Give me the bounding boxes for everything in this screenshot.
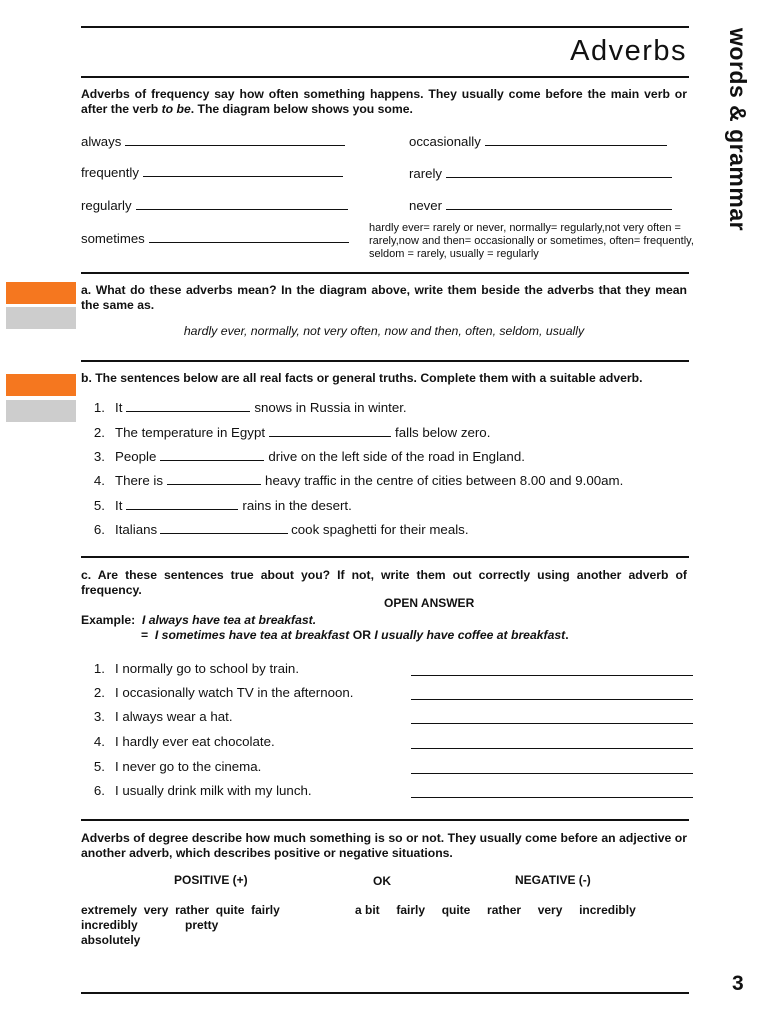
bottom-rule (81, 992, 689, 994)
answer-blank[interactable] (125, 144, 345, 146)
positive-row-1: extremely very rather quite fairly (81, 903, 280, 917)
answer-line-6[interactable] (411, 797, 693, 798)
sentence-number: 4. (93, 473, 105, 488)
sentence-c-4 (81, 734, 275, 749)
answer-line-4[interactable] (411, 748, 693, 749)
adverb-sometimes (81, 231, 349, 246)
sentence-before: People (115, 449, 157, 464)
example-line (81, 613, 316, 627)
sentence-number: 1. (93, 661, 105, 676)
adverb-label: frequently (81, 165, 139, 180)
adverb-label: never (409, 198, 442, 213)
adverb-label: rarely (409, 166, 442, 181)
sentence-number: 1. (93, 400, 105, 415)
adverb-regularly (81, 198, 348, 213)
answer-blank[interactable] (269, 435, 391, 437)
answer-line-1[interactable] (411, 675, 693, 676)
sentence-after: heavy traffic in the centre of cities between 8.00 and 9.00am. (265, 473, 624, 488)
sentence-b-1 (81, 400, 407, 415)
section-b-grey-tab (6, 400, 76, 422)
answer-blank[interactable] (126, 410, 250, 412)
adverb-occasionally (409, 134, 667, 149)
negative-header: NEGATIVE (-) (515, 873, 591, 887)
answer-blank[interactable] (136, 208, 348, 210)
example-label: Example: (81, 613, 136, 627)
answer-blank[interactable] (160, 459, 264, 461)
alternative-b: I usually have coffee at breakfast (374, 628, 566, 642)
sentence-after: cook spaghetti for their meals. (291, 522, 469, 537)
sentence-after: falls below zero. (395, 425, 491, 440)
side-section-label: words & grammar (725, 28, 751, 232)
page-title: Adverbs (570, 35, 687, 67)
sentence-number: 6. (93, 522, 105, 537)
section-a-grey-tab (6, 307, 76, 329)
positive-row-2a: incredibly (81, 918, 138, 932)
sentence-after: drive on the left side of the road in England. (268, 449, 525, 464)
sentence-number: 4. (93, 734, 105, 749)
section-c-rule (81, 556, 689, 558)
sentence-c-2 (81, 685, 354, 700)
degree-rule (81, 819, 689, 821)
section-a-rule (81, 272, 689, 274)
equals-sign: = (141, 628, 149, 642)
section-c-instruction: c. Are these sentences true about you? If not, write them out correctly using another adverb of frequency. (81, 568, 687, 597)
adverb-label: sometimes (81, 231, 145, 246)
ok-header: OK (373, 874, 391, 888)
sentence-number: 6. (93, 783, 105, 798)
title-rule (81, 76, 689, 78)
section-b-instruction: b. The sentences below are all real facts or general truths. Complete them with a suitable adverb. (81, 371, 643, 385)
sentence-after: snows in Russia in winter. (254, 400, 407, 415)
sentence-text: I always wear a hat. (115, 709, 233, 724)
positive-row-2b: pretty (185, 918, 219, 932)
sentence-number: 3. (93, 709, 105, 724)
answer-blank[interactable] (446, 208, 672, 210)
sentence-number: 2. (93, 425, 105, 440)
period: . (565, 628, 569, 642)
sentence-c-6 (81, 783, 312, 798)
sentence-text: I never go to the cinema. (115, 759, 262, 774)
sentence-text: I usually drink milk with my lunch. (115, 783, 312, 798)
open-answer-label: OPEN ANSWER (384, 596, 475, 610)
section-b-orange-tab (6, 374, 76, 396)
alternative-a: I sometimes have tea at breakfast (154, 628, 350, 642)
answer-blank[interactable] (167, 483, 261, 485)
answer-note: hardly ever= rarely or never, normally= regularly,not very often = rarely,now and then= occasionally or sometimes, often= frequently, seldom = rarely, usually = regularly (369, 222, 694, 260)
top-rule (81, 26, 689, 28)
answer-line-2[interactable] (411, 699, 693, 700)
sentence-number: 2. (93, 685, 105, 700)
sentence-c-5 (81, 759, 261, 774)
answer-blank[interactable] (485, 144, 667, 146)
example-text: I always have tea at breakfast. (141, 613, 317, 627)
sentence-before: Italians (115, 522, 158, 537)
positive-header: POSITIVE (+) (174, 873, 248, 887)
answer-blank[interactable] (126, 508, 238, 510)
sentence-after: rains in the desert. (242, 498, 352, 513)
sentence-before: It (115, 400, 123, 415)
sentence-text: I occasionally watch TV in the afternoon. (115, 685, 354, 700)
sentence-before: The temperature in Egypt (115, 425, 266, 440)
adverb-label: always (81, 134, 122, 149)
sentence-b-4 (81, 473, 623, 488)
intro-text-em: to be (161, 102, 191, 116)
sentence-c-1 (81, 661, 299, 676)
section-a-word-list: hardly ever, normally, not very often, now and then, often, seldom, usually (183, 324, 585, 338)
sentence-b-2 (81, 425, 490, 440)
answer-blank[interactable] (160, 532, 288, 534)
sentence-c-3 (81, 709, 233, 724)
answer-blank[interactable] (149, 241, 349, 243)
adverb-label: occasionally (409, 134, 481, 149)
adverb-label: regularly (81, 198, 132, 213)
ok-words: a bit fairly quite rather very incredibly (355, 903, 636, 917)
sentence-number: 5. (93, 498, 105, 513)
answer-line-3[interactable] (411, 723, 693, 724)
section-b-rule (81, 360, 689, 362)
answer-blank[interactable] (446, 176, 672, 178)
positive-row-3: absolutely (81, 933, 141, 947)
example-alternatives (141, 628, 569, 642)
answer-line-5[interactable] (411, 773, 693, 774)
adverb-never (409, 198, 672, 213)
sentence-text: I hardly ever eat chocolate. (115, 734, 275, 749)
sentence-before: There is (115, 473, 164, 488)
page-number: 3 (732, 972, 744, 995)
answer-blank[interactable] (143, 175, 343, 177)
frequency-intro (81, 87, 687, 117)
sentence-number: 5. (93, 759, 105, 774)
degree-intro: Adverbs of degree describe how much something is so or not. They usually come before an adjective or another adverb, which describes positive or negative situations. (81, 831, 687, 860)
sentence-b-6 (81, 522, 469, 537)
intro-text-b: . The diagram below shows you some. (190, 102, 413, 116)
sentence-text: I normally go to school by train. (115, 661, 300, 676)
section-a-orange-tab (6, 282, 76, 304)
sentence-b-3 (81, 449, 525, 464)
sentence-b-5 (81, 498, 352, 513)
adverb-rarely (409, 166, 672, 181)
or-word: OR (352, 628, 371, 642)
adverb-always (81, 134, 345, 149)
sentence-before: It (115, 498, 123, 513)
adverb-frequently (81, 165, 343, 180)
sentence-number: 3. (93, 449, 105, 464)
section-a-instruction: a. What do these adverbs mean? In the diagram above, write them beside the adverbs that they mean the same as. (81, 283, 687, 312)
intro-text-a: Adverbs of frequency say how often something happens. They usually come before the main verb or after the verb (81, 87, 687, 116)
